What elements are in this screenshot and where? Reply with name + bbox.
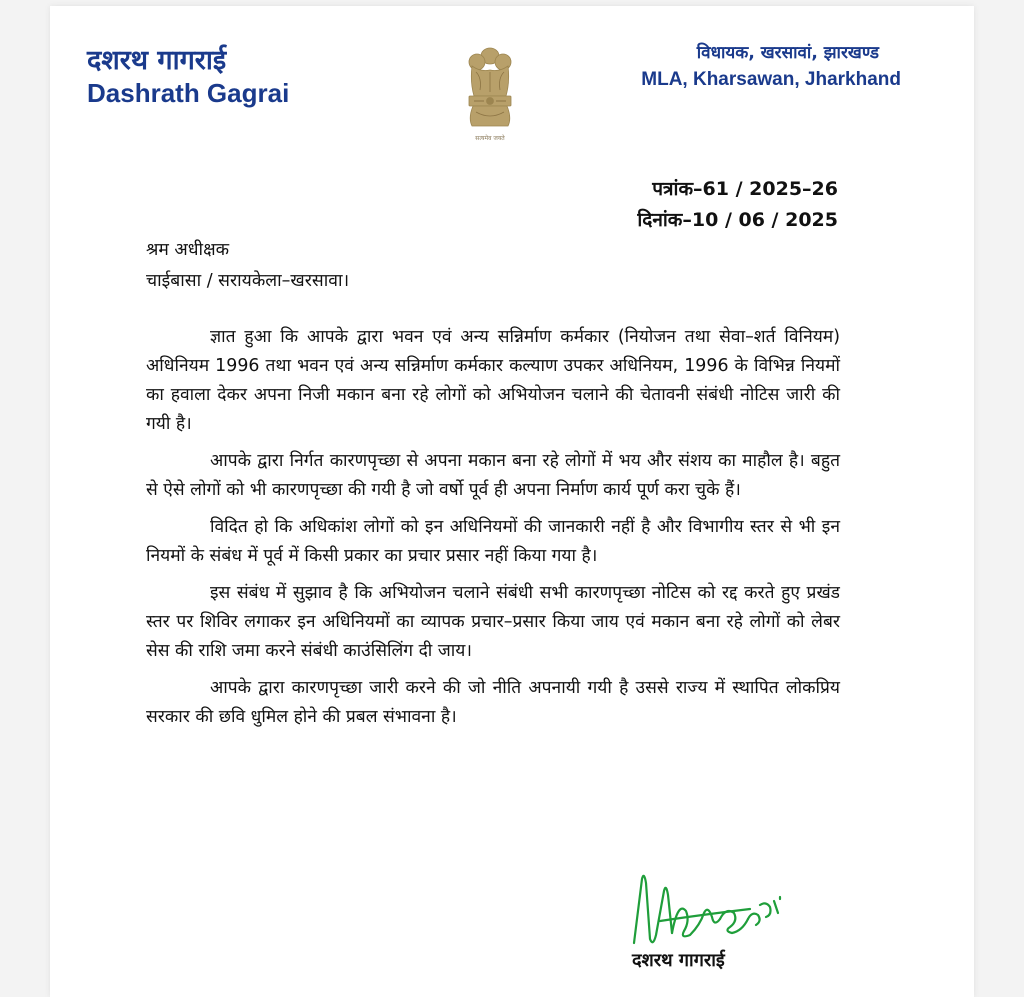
letter-date: दिनांक–10 / 06 / 2025 [637,209,838,231]
addressee-title: श्रम अधीक्षक [146,240,230,260]
letterhead-name-english: Dashrath Gagrai [87,78,290,108]
body-paragraph-3: विदित हो कि अधिकांश लोगों को इन अधिनियमों की जानकारी नहीं है और विभागीय स्तर से भी इन नियमों के संबंध में पूर्व में किसी प्रकार का प्रचार प्रसार नहीं किया गया है। [146,517,840,566]
addressee-location: चाईबासा / सरायकेला–खरसावा। [146,271,350,291]
letterhead-name-hindi: दशरथ गागराई [87,45,227,76]
body-paragraph-1: ज्ञात हुआ कि आपके द्वारा भवन एवं अन्य सन्निर्माण कर्मकार (नियोजन तथा सेवा–शर्त विनियम) अधिनियम 1996 तथा भवन एवं अन्य सन्निर्माण कर्मकार कल्याण उपकर अधिनियम, 1996 के विभिन्न नियमों का हवाला देकर अपना निजी मकान बना रहे लोगों को अभियोजन चलाने की चेतावनी संबंधी नोटिस जारी की गयी है। [146,327,840,434]
signatory-name: दशरथ गागराई [632,950,725,971]
letter-page [50,6,974,997]
emblem-motto: सत्यमेव जयते [475,135,505,142]
letter-number: पत्रांक–61 / 2025–26 [652,178,838,200]
letter-body [146,323,840,740]
body-paragraph-4: इस संबंध में सुझाव है कि अभियोजन चलाने संबंधी सभी कारणपृच्छा नोटिस को रद्द करते हुए प्रखंड स्तर पर शिविर लगाकर इन अधिनियमों का व्यापक प्रचार–प्रसार किया जाय एवं मकान बना रहे लोगों को लेबर सेस की राशि जमा करने संबंधी काउंसिलिंग दी जाय। [146,583,840,661]
letterhead-designation-english: MLA, Kharsawan, Jharkhand [641,69,901,90]
body-paragraph-2: आपके द्वारा निर्गत कारणपृच्छा से अपना मकान बना रहे लोगों में भय और संशय का माहौल है। बहुत से ऐसे लोगों को भी कारणपृच्छा की गयी है जो वर्षो पूर्व ही अपना निर्माण कार्य पूर्ण करा चुके हैं। [146,451,840,500]
body-paragraph-5: आपके द्वारा कारणपृच्छा जारी करने की जो नीति अपनायी गयी है उससे राज्य में स्थापित लोकप्रिय सरकार की छवि धुमिल होने की प्रबल संभावना है। [146,678,840,727]
signature-icon [620,861,790,951]
letterhead-designation-hindi: विधायक, खरसावां, झारखण्ड [696,43,879,63]
